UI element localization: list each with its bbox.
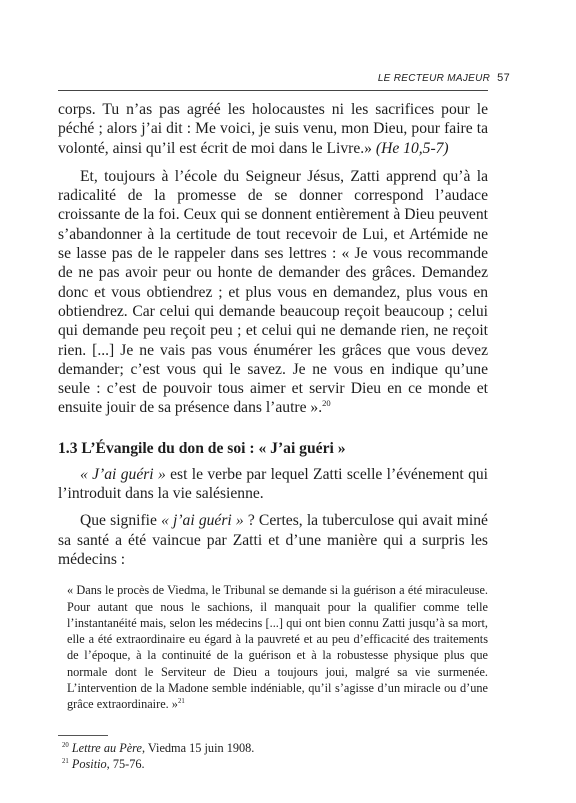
quote-text: « Dans le procès de Viedma, le Tribunal se demande si la guérison a été miraculeuse. Pour autant que nous le sachions, il manquait pour la qualifier comme telle l’instantanéité mais, selon les médecins [...] qui ont bien connu Zatti jusqu’à sa mort, elle a été extraordinaire eu égard à la pauvreté et au peu d’efficacité des traitements de l’époque, à la continuité de la guérison et à la robustesse physique plus que normale dont le Serviteur de Dieu a toujours joui, malgré sa vie surmenée. L’intervention de la Madone semble indéniable, qu’il s’agisse d’un miracle ou d’une grâce extraordinaire. » bbox=[67, 583, 488, 712]
footnote-rule bbox=[58, 735, 108, 736]
paragraph-text: Et, toujours à l’école du Seigneur Jésus, Zatti apprend qu’à la radicalité de la promesse de se donner correspond l’audace croissante de la foi. Ceux qui se donnent entièrement à Dieu peuvent s’abandonner à la certitude de tout recevoir de Lui, et Artémide ne se lasse pas de le rappeler dans ses lettres : « Je vous recommande de ne pas avoir peur ou honte de demander des grâces. Demandez donc et vous obtiendrez ; et plus vous en demandez, plus vous en obtiendrez. Car celui qui demande beaucoup reçoit beaucoup ; celui qui demande peu reçoit peu ; et celui qui ne demande rien, ne reçoit rien. [...] Je ne vais pas vous énumérer les grâces que vous devez demander; c’est vous qui le savez. Je ne vous en indique qu’une seule : c’est de pouvoir tous aimer et servir Dieu en ce monde et ensuite jouir de sa présence dans l’autre ». bbox=[58, 167, 488, 417]
emphasis-text: « J’ai guéri » bbox=[80, 465, 166, 483]
page-body bbox=[58, 96, 488, 773]
block-quote bbox=[67, 582, 488, 712]
running-header bbox=[378, 72, 510, 84]
footnotes bbox=[58, 740, 488, 773]
page-number: 57 bbox=[497, 72, 510, 84]
running-title: LE RECTEUR MAJEUR bbox=[377, 73, 491, 84]
footnote-marker: 21 bbox=[177, 698, 185, 706]
paragraph-text: corps. Tu n’as pas agréé les holocaustes ni les sacrifices pour le péché ; alors j’ai dit : Me voici, je suis venu, mon Dieu, pour faire ta volonté, ainsi qu’il est écrit de moi dans le Livre.» bbox=[58, 101, 488, 157]
section-heading: 1.3 L’Évangile du don de soi : « J’ai guéri » bbox=[58, 439, 346, 457]
footnote-text: , 75-76. bbox=[106, 757, 145, 772]
footnote-title: Lettre au Père bbox=[71, 740, 142, 755]
header-rule bbox=[58, 90, 488, 91]
paragraph-lead: Que signifie bbox=[80, 512, 162, 530]
paragraph-continuation bbox=[58, 100, 488, 158]
footnote-21 bbox=[62, 756, 488, 773]
paragraph-text: est le verbe par lequel Zatti scelle l’événement qui l’introduit dans la vie salésienne. bbox=[58, 465, 488, 503]
footnote-20 bbox=[62, 740, 488, 757]
footnote-number: 21 bbox=[62, 758, 69, 766]
paragraph-zatti-faith bbox=[58, 167, 488, 418]
footnote-title: Positio bbox=[71, 757, 107, 772]
footnote-text: , Viedma 15 juin 1908. bbox=[141, 740, 255, 755]
scripture-reference: (He 10,5-7) bbox=[375, 139, 449, 157]
paragraph-text: ? Certes, la tuberculose qui avait miné sa santé a été vaincue par Zatti et d’une manière qui a surpris les médecins : bbox=[58, 512, 488, 568]
paragraph-meaning bbox=[58, 511, 488, 569]
paragraph-jai-gueri bbox=[58, 465, 488, 504]
emphasis-text: « j’ai guéri » bbox=[161, 512, 244, 530]
footnote-marker: 20 bbox=[322, 398, 331, 409]
footnote-number: 20 bbox=[62, 741, 69, 749]
